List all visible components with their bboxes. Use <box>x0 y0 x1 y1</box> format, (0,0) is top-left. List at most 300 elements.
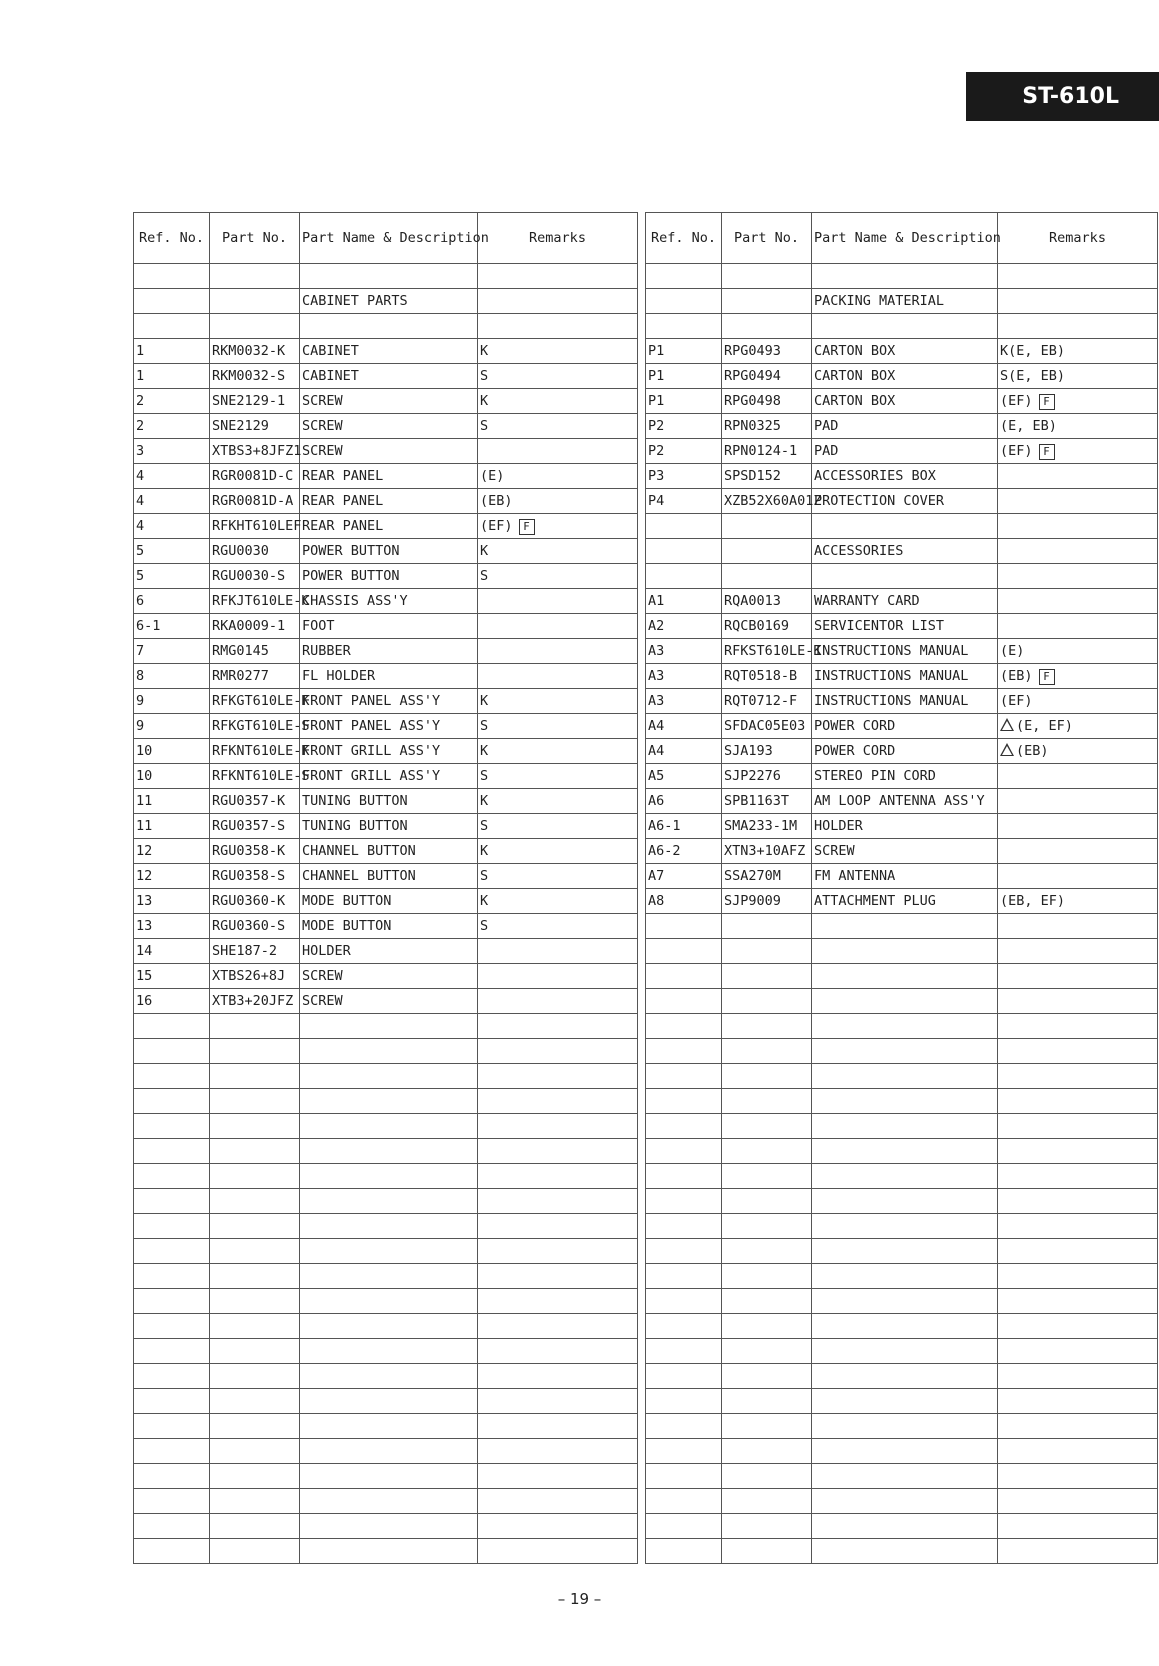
ref-no-cell <box>134 1139 210 1164</box>
cell-text: 4 <box>136 493 145 509</box>
part-name-cell <box>812 689 998 714</box>
cell-text: 2 <box>136 393 145 409</box>
table-row <box>134 789 638 814</box>
part-no-cell <box>722 939 812 964</box>
table-row <box>646 739 1158 764</box>
cell-text: RPN0124-1 <box>724 443 798 459</box>
part-name-cell <box>812 964 998 989</box>
part-no-cell <box>210 564 300 589</box>
part-name-cell <box>812 1039 998 1064</box>
table-row <box>134 864 638 889</box>
cell-text: CHANNEL BUTTON <box>302 843 416 859</box>
remarks-cell <box>998 839 1158 864</box>
cell-text: RPG0494 <box>724 368 781 384</box>
part-name-cell <box>812 514 998 539</box>
part-name-cell <box>300 514 478 539</box>
ref-no-cell <box>134 839 210 864</box>
part-name-cell <box>300 1014 478 1039</box>
part-name-cell <box>300 1389 478 1414</box>
ref-no-cell <box>134 914 210 939</box>
header-remarks: Remarks <box>998 213 1158 264</box>
cell-text: (E, EB) <box>1000 418 1057 434</box>
remarks-cell <box>478 564 638 589</box>
header-ref-no: Ref. No. <box>134 213 210 264</box>
remarks-cell <box>998 914 1158 939</box>
ref-no-cell <box>134 1314 210 1339</box>
ref-no-cell <box>646 1264 722 1289</box>
remarks-cell <box>478 814 638 839</box>
part-name-cell <box>812 1314 998 1339</box>
part-no-cell <box>210 364 300 389</box>
cell-text: S <box>480 568 489 584</box>
ref-no-cell <box>646 1439 722 1464</box>
part-name-cell <box>300 1364 478 1389</box>
table-row <box>646 1264 1158 1289</box>
cell-text: RQA0013 <box>724 593 781 609</box>
cell-text: WARRANTY CARD <box>814 593 920 609</box>
table-row <box>134 289 638 314</box>
cell-text: SPSD152 <box>724 468 781 484</box>
cell-text: RFKST610LE-K <box>724 643 822 659</box>
cell-text: 1 <box>136 343 145 359</box>
cell-text: XTBS3+8JFZ1 <box>212 443 302 459</box>
ref-no-cell <box>646 314 722 339</box>
part-name-cell <box>812 289 998 314</box>
part-no-cell <box>722 789 812 814</box>
ref-no-cell <box>134 539 210 564</box>
part-name-cell <box>812 939 998 964</box>
ref-no-cell <box>646 1214 722 1239</box>
cell-text: RKM0032-K <box>212 343 286 359</box>
part-name-cell <box>812 1239 998 1264</box>
part-no-cell <box>722 589 812 614</box>
cell-text: FRONT PANEL ASS'Y <box>302 693 441 709</box>
cell-text: 4 <box>136 468 145 484</box>
ref-no-cell <box>134 964 210 989</box>
remarks-cell <box>478 439 638 464</box>
cell-text: RGU0030-S <box>212 568 286 584</box>
part-no-cell <box>210 1339 300 1364</box>
cell-text: SCREW <box>302 443 343 459</box>
warning-triangle-icon <box>1000 743 1014 756</box>
part-no-cell <box>722 914 812 939</box>
cell-text: P4 <box>648 493 665 509</box>
part-name-cell <box>300 1539 478 1564</box>
cell-text: SMA233-1M <box>724 818 798 834</box>
part-no-cell <box>210 1189 300 1214</box>
remarks-cell <box>478 939 638 964</box>
part-no-cell <box>722 1414 812 1439</box>
table-row <box>646 614 1158 639</box>
cell-text: K <box>480 343 489 359</box>
cell-text: K <box>480 743 489 759</box>
remarks-cell <box>998 1414 1158 1439</box>
cell-text: S <box>480 368 489 384</box>
header-part-name: Part Name & Description <box>300 213 478 264</box>
table-row <box>646 939 1158 964</box>
part-no-cell <box>722 1439 812 1464</box>
remarks-cell <box>998 464 1158 489</box>
part-name-cell <box>300 339 478 364</box>
part-no-cell <box>210 489 300 514</box>
ref-no-cell <box>646 714 722 739</box>
part-name-cell <box>812 664 998 689</box>
part-name-cell <box>300 839 478 864</box>
part-no-cell <box>722 614 812 639</box>
cell-text: FRONT PANEL ASS'Y <box>302 718 441 734</box>
part-no-cell <box>722 314 812 339</box>
cell-text: INSTRUCTIONS MANUAL <box>814 643 969 659</box>
cell-text: ACCESSORIES BOX <box>814 468 936 484</box>
part-no-cell <box>210 1139 300 1164</box>
table-row <box>646 964 1158 989</box>
table-row <box>134 414 638 439</box>
cell-text: A7 <box>648 868 665 884</box>
cell-text: CHASSIS ASS'Y <box>302 593 408 609</box>
cell-text: P1 <box>648 343 665 359</box>
part-no-cell <box>210 439 300 464</box>
ref-no-cell <box>646 814 722 839</box>
remarks-cell <box>998 489 1158 514</box>
table-row <box>134 339 638 364</box>
table-row <box>134 589 638 614</box>
table-row <box>646 1139 1158 1164</box>
cell-text: 1 <box>136 368 145 384</box>
part-name-cell <box>812 989 998 1014</box>
remarks-cell <box>998 1389 1158 1414</box>
cell-text: CABINET <box>302 368 359 384</box>
cell-text: SCREW <box>302 418 343 434</box>
cell-text: (EB) <box>1000 667 1033 684</box>
part-no-cell <box>210 689 310 714</box>
cell-text: RGU0357-K <box>212 793 286 809</box>
ref-no-cell <box>646 289 722 314</box>
ref-no-cell <box>646 464 722 489</box>
part-no-cell <box>722 264 812 289</box>
part-name-cell <box>812 614 998 639</box>
table-row <box>134 814 638 839</box>
table-row <box>646 514 1158 539</box>
ref-no-cell <box>134 1339 210 1364</box>
ref-no-cell <box>646 864 722 889</box>
ref-no-cell <box>134 614 210 639</box>
cell-text: SSA270M <box>724 868 781 884</box>
part-no-cell <box>210 1464 300 1489</box>
part-name-cell <box>812 264 998 289</box>
table-row <box>134 1214 638 1239</box>
part-no-cell <box>210 864 300 889</box>
table-row <box>646 789 1158 814</box>
ref-no-cell <box>646 539 722 564</box>
part-no-cell <box>722 1389 812 1414</box>
part-no-cell <box>210 1089 300 1114</box>
header-ref-no: Ref. No. <box>646 213 722 264</box>
part-no-cell <box>210 514 300 539</box>
ref-no-cell <box>646 789 722 814</box>
remarks-cell <box>998 664 1158 689</box>
table-header-row <box>646 213 1158 264</box>
ref-no-cell <box>134 1464 210 1489</box>
ref-no-cell <box>134 1389 210 1414</box>
part-name-cell <box>812 364 998 389</box>
cell-text: REAR PANEL <box>302 493 384 509</box>
ref-no-cell <box>134 489 210 514</box>
remarks-cell <box>478 889 638 914</box>
ref-no-cell <box>134 1164 210 1189</box>
ref-no-cell <box>646 989 722 1014</box>
remarks-cell <box>998 264 1158 289</box>
cell-text: PAD <box>814 443 839 459</box>
part-no-cell <box>722 989 812 1014</box>
part-name-cell <box>300 564 478 589</box>
remarks-cell <box>998 564 1158 589</box>
ref-no-cell <box>646 414 722 439</box>
table-row <box>646 1214 1158 1239</box>
remarks-cell <box>478 964 638 989</box>
part-no-cell <box>210 614 300 639</box>
part-no-cell <box>722 639 822 664</box>
ref-no-cell <box>134 814 210 839</box>
table-header-row <box>134 213 638 264</box>
ref-no-cell <box>646 1039 722 1064</box>
ref-no-cell <box>134 1014 210 1039</box>
cell-text: A3 <box>648 643 665 659</box>
remarks-cell <box>478 514 638 539</box>
cell-text: 11 <box>136 818 153 834</box>
remarks-cell <box>478 639 638 664</box>
part-no-cell <box>210 1164 300 1189</box>
remarks-cell <box>478 1389 638 1414</box>
cell-text: 11 <box>136 793 153 809</box>
cell-text: A1 <box>648 593 665 609</box>
remarks-cell <box>998 689 1158 714</box>
part-no-cell <box>210 1489 300 1514</box>
cell-text: AM LOOP ANTENNA ASS'Y <box>814 793 985 809</box>
cell-text: CARTON BOX <box>814 343 896 359</box>
ref-no-cell <box>134 989 210 1014</box>
cell-text: PROTECTION COVER <box>814 493 945 509</box>
table-row <box>134 964 638 989</box>
remarks-cell <box>998 1014 1158 1039</box>
part-name-cell <box>300 1089 478 1114</box>
cell-text: A4 <box>648 743 665 759</box>
cell-text: 3 <box>136 443 145 459</box>
part-name-cell <box>300 289 478 314</box>
ref-no-cell <box>646 764 722 789</box>
remarks-cell <box>478 914 638 939</box>
table-row <box>134 614 638 639</box>
part-name-cell <box>300 1039 478 1064</box>
part-no-cell <box>210 589 310 614</box>
cell-text: POWER BUTTON <box>302 568 400 584</box>
part-no-cell <box>210 414 300 439</box>
remarks-cell <box>478 1464 638 1489</box>
table-row <box>646 439 1158 464</box>
part-no-cell <box>722 964 812 989</box>
cell-text: 9 <box>136 693 145 709</box>
remarks-cell <box>478 789 638 814</box>
remarks-cell <box>998 1114 1158 1139</box>
ref-no-cell <box>646 964 722 989</box>
ref-no-cell <box>134 289 210 314</box>
table-row <box>134 689 638 714</box>
cell-text: ATTACHMENT PLUG <box>814 893 936 909</box>
remarks-cell <box>478 489 638 514</box>
part-name-cell <box>812 814 998 839</box>
part-no-cell <box>722 1264 812 1289</box>
cell-text: RPG0498 <box>724 393 781 409</box>
remarks-cell <box>478 1364 638 1389</box>
part-no-cell <box>722 1239 812 1264</box>
remarks-cell <box>478 1239 638 1264</box>
table-row <box>646 539 1158 564</box>
part-no-cell <box>722 814 812 839</box>
part-no-cell <box>210 989 300 1014</box>
table-row <box>134 1014 638 1039</box>
part-name-cell <box>812 1539 998 1564</box>
table-row <box>134 764 638 789</box>
cell-text: INSTRUCTIONS MANUAL <box>814 668 969 684</box>
table-row <box>646 1239 1158 1264</box>
ref-no-cell <box>134 864 210 889</box>
part-no-cell <box>210 1539 300 1564</box>
part-no-cell <box>722 1339 812 1364</box>
table-row <box>134 514 638 539</box>
ref-no-cell <box>134 1489 210 1514</box>
part-name-cell <box>300 439 478 464</box>
part-no-cell <box>210 1439 300 1464</box>
remarks-cell <box>998 1039 1158 1064</box>
part-name-cell <box>300 1114 478 1139</box>
ref-no-cell <box>134 1189 210 1214</box>
cell-text: SJP9009 <box>724 893 781 909</box>
cell-text: RGU0360-S <box>212 918 286 934</box>
part-name-cell <box>812 1364 998 1389</box>
part-name-cell <box>300 739 478 764</box>
ref-no-cell <box>134 1414 210 1439</box>
cell-text: 6 <box>136 593 145 609</box>
table-row <box>646 489 1158 514</box>
cell-text: A6-2 <box>648 843 681 859</box>
part-no-cell <box>722 1489 812 1514</box>
remarks-cell <box>478 314 638 339</box>
remarks-cell <box>478 614 638 639</box>
ref-no-cell <box>134 314 210 339</box>
part-name-cell <box>812 1114 998 1139</box>
header-part-name: Part Name & Description <box>812 213 998 264</box>
table-row <box>134 364 638 389</box>
part-no-cell <box>722 689 812 714</box>
part-name-cell <box>300 264 478 289</box>
part-no-cell <box>722 289 812 314</box>
cell-text: (EB, EF) <box>1000 893 1066 909</box>
part-name-cell <box>300 1239 478 1264</box>
part-no-cell <box>722 889 812 914</box>
cell-text: A4 <box>648 718 665 734</box>
table-row <box>646 264 1158 289</box>
cell-text: K <box>480 843 489 859</box>
remarks-cell <box>998 1489 1158 1514</box>
remarks-cell <box>998 939 1158 964</box>
cell-text: RQT0518-B <box>724 668 798 684</box>
part-name-cell <box>812 564 998 589</box>
ref-no-cell <box>134 1289 210 1314</box>
remarks-cell <box>478 1314 638 1339</box>
table-row <box>134 1389 638 1414</box>
remarks-cell <box>478 1264 638 1289</box>
cell-text: RGR0081D-C <box>212 468 294 484</box>
table-row <box>646 814 1158 839</box>
cell-text: A6-1 <box>648 818 681 834</box>
part-name-cell <box>812 1339 998 1364</box>
ref-no-cell <box>134 1539 210 1564</box>
part-no-cell <box>210 1239 300 1264</box>
table-row <box>134 714 638 739</box>
part-no-cell <box>210 789 300 814</box>
model-tab: ST-610L <box>966 72 1159 121</box>
cell-text: P2 <box>648 443 665 459</box>
parts-table-left <box>133 212 638 1564</box>
part-name-cell <box>812 389 998 414</box>
part-no-cell <box>722 664 812 689</box>
cell-text: K <box>480 543 489 559</box>
remarks-cell <box>478 664 638 689</box>
ref-no-cell <box>646 1089 722 1114</box>
cell-text: P1 <box>648 368 665 384</box>
cell-text: TUNING BUTTON <box>302 793 408 809</box>
cell-text: XTBS26+8J <box>212 968 286 984</box>
part-name-cell <box>812 839 998 864</box>
table-row <box>646 1464 1158 1489</box>
ref-no-cell <box>134 389 210 414</box>
part-no-cell <box>722 839 812 864</box>
ref-no-cell <box>134 364 210 389</box>
table-row <box>646 1189 1158 1214</box>
part-no-cell <box>210 764 310 789</box>
table-row <box>646 664 1158 689</box>
part-no-cell <box>210 339 300 364</box>
cell-text: RPG0493 <box>724 343 781 359</box>
cell-text: S <box>480 718 489 734</box>
part-name-cell <box>812 764 998 789</box>
part-no-cell <box>722 1364 812 1389</box>
ref-no-cell <box>134 739 210 764</box>
remarks-cell <box>478 1289 638 1314</box>
table-row <box>646 1064 1158 1089</box>
cell-text: 14 <box>136 943 153 959</box>
part-no-cell <box>722 864 812 889</box>
cell-text: RFKGT610LE-K <box>212 693 310 709</box>
table-row <box>134 264 638 289</box>
part-no-cell <box>722 1064 812 1089</box>
part-name-cell <box>300 414 478 439</box>
ref-no-cell <box>646 1239 722 1264</box>
table-row <box>646 1489 1158 1514</box>
ref-no-cell <box>646 839 722 864</box>
part-name-cell <box>812 739 998 764</box>
part-no-cell <box>722 364 812 389</box>
ref-no-cell <box>134 1064 210 1089</box>
part-no-cell <box>722 739 812 764</box>
cell-text: S <box>480 768 489 784</box>
cell-text: RMG0145 <box>212 643 269 659</box>
cell-text: POWER CORD <box>814 743 896 759</box>
cell-text: S <box>480 818 489 834</box>
table-row <box>134 439 638 464</box>
table-row <box>134 1514 638 1539</box>
cell-text: A3 <box>648 693 665 709</box>
ref-no-cell <box>646 439 722 464</box>
